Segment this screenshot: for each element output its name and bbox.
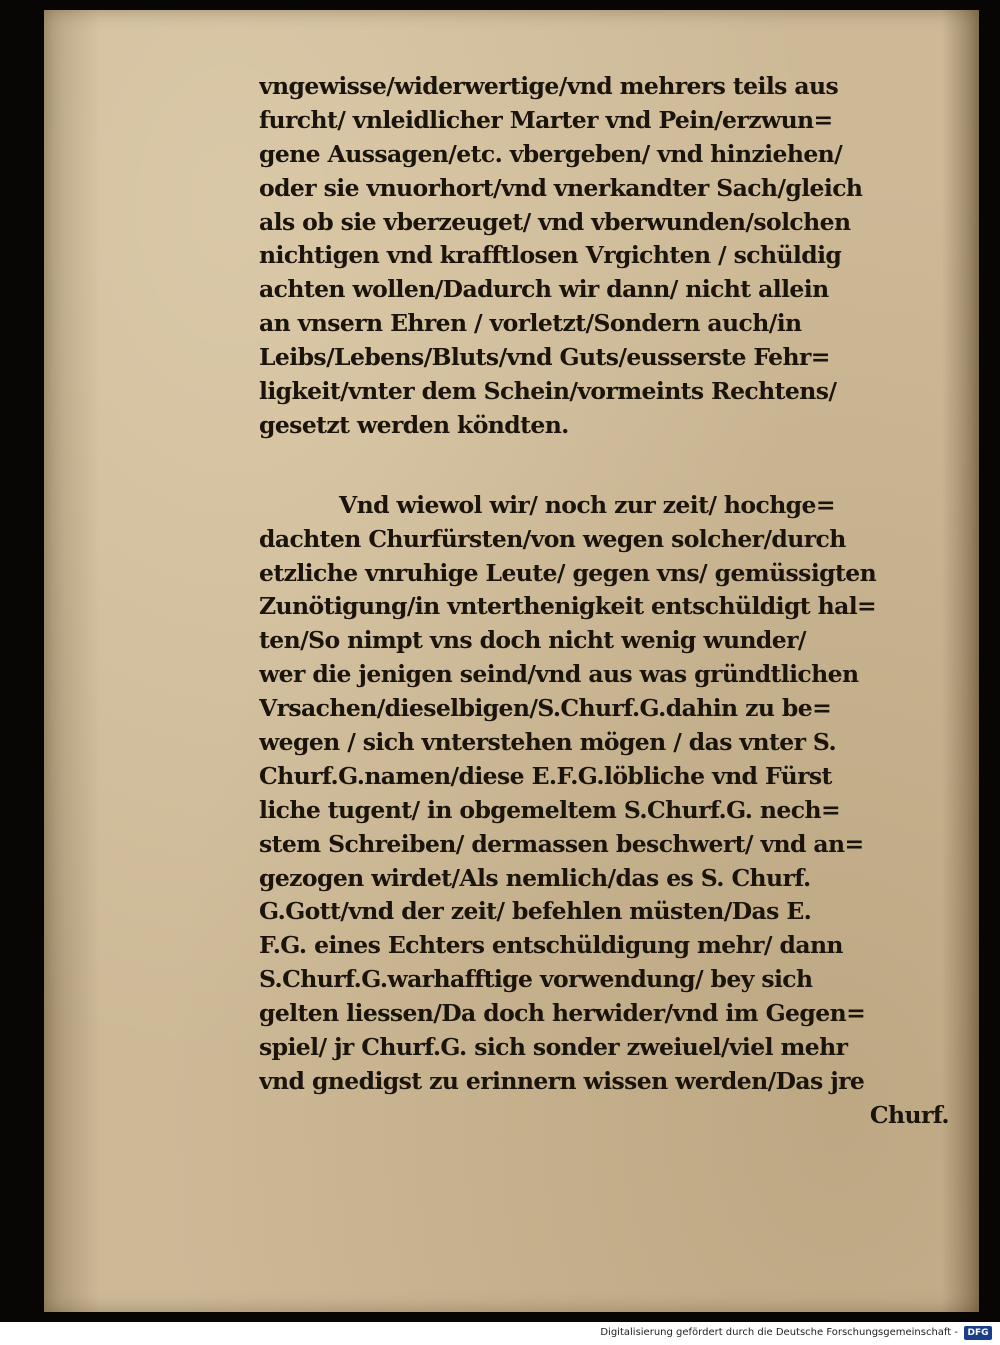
text-line: G.Gott/vnd der zeit/ befehlen müsten/Das E. xyxy=(259,897,812,926)
funding-credit: Digitalisierung gefördert durch die Deutsche Forschungsgemeinschaft - xyxy=(600,1327,958,1338)
text-line: spiel/ jr Churf.G. sich sonder zweiuel/viel mehr xyxy=(259,1033,848,1062)
text-line: ten/So nimpt vns doch nicht wenig wunder/ xyxy=(259,626,806,655)
text-line: ligkeit/vnter dem Schein/vormeints Rechtens/ xyxy=(259,377,837,406)
text-line: vnd gnedigst zu erinnern wissen werden/Das jre xyxy=(259,1066,865,1095)
text-line: Zunötigung/in vnterthenigkeit entschüldigt hal= xyxy=(259,592,877,621)
text-line: Leibs/Lebens/Bluts/vnd Guts/eusserste Fehr= xyxy=(259,343,830,372)
text-line: nichtigen vnd krafftlosen Vrgichten / schüldig xyxy=(259,241,842,270)
text-line: achten wollen/Dadurch wir dann/ nicht allein xyxy=(259,275,829,304)
footer-bar xyxy=(0,1322,1000,1345)
text-line: gezogen wirdet/Als nemlich/das es S. Churf. xyxy=(259,863,811,892)
book-page xyxy=(44,10,979,1312)
text-line: furcht/ vnleidlicher Marter vnd Pein/erzwun= xyxy=(259,105,833,134)
text-line: etzliche vnruhige Leute/ gegen vns/ gemüssigten xyxy=(259,558,877,587)
catchword: Churf. xyxy=(869,1100,949,1129)
text-line: vngewisse/widerwertige/vnd mehrers teils aus xyxy=(259,72,839,100)
text-line: stem Schreiben/ dermassen beschwert/ vnd an= xyxy=(259,829,864,858)
text-line: oder sie vnuorhort/vnd vnerkandter Sach/gleich xyxy=(259,173,863,202)
text-line: F.G. eines Echters entschüldigung mehr/ dann xyxy=(259,931,843,960)
text-line: gesetzt werden köndten. xyxy=(259,410,569,439)
text-line: als ob sie vberzeuget/ vnd vberwunden/solchen xyxy=(259,207,851,236)
paragraph-spacer xyxy=(259,443,949,489)
text-line: wer die jenigen seind/vnd aus was gründtlichen xyxy=(259,660,859,689)
dfg-logo[interactable]: DFG xyxy=(964,1326,992,1340)
text-line: S.Churf.G.warhafftige vorwendung/ bey sich xyxy=(259,965,813,994)
text-line: gelten liessen/Da doch herwider/vnd im Gegen= xyxy=(259,999,866,1028)
text-line: an vnsern Ehren / vorletzt/Sondern auch/in xyxy=(259,309,802,338)
text-line: Vrsachen/dieselbigen/S.Churf.G.dahin zu be= xyxy=(259,694,832,723)
text-line: Churf.G.namen/diese E.F.G.löbliche vnd Fürst xyxy=(259,761,832,790)
text-line: gene Aussagen/etc. vbergeben/ vnd hinziehen/ xyxy=(259,139,843,168)
page-text xyxy=(259,70,949,1133)
text-line: dachten Churfürsten/von wegen solcher/durch xyxy=(259,524,846,553)
text-line: wegen / sich vnterstehen mögen / das vnter S. xyxy=(259,728,837,757)
paragraph-first-line: Vnd wiewol wir/ noch zur zeit/ hochge= xyxy=(339,490,835,519)
text-line: liche tugent/ in obgemeltem S.Churf.G. nech= xyxy=(259,795,841,824)
